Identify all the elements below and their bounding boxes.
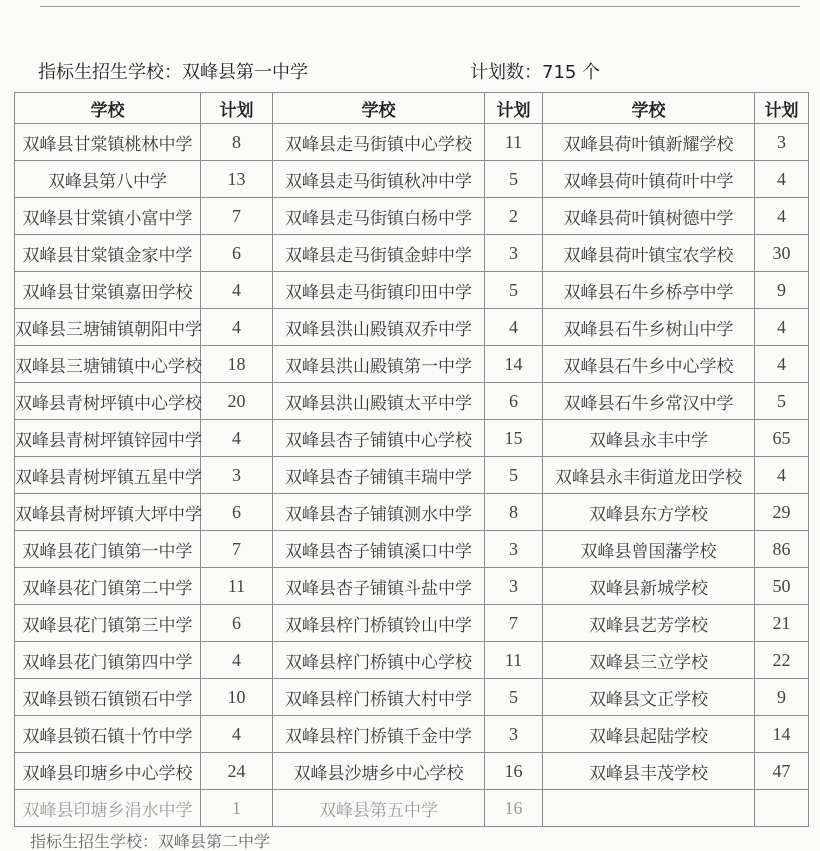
- col-header-plan: 计划: [201, 93, 273, 124]
- school-cell: 双峰县花门镇第四中学: [15, 642, 201, 679]
- table-row: [15, 790, 809, 827]
- plan-cell: 4: [755, 161, 809, 198]
- school-cell: 双峰县梓门桥镇大村中学: [273, 679, 485, 716]
- plan-cell: 1: [201, 790, 273, 827]
- plan-cell: 4: [755, 457, 809, 494]
- school-cell: 双峰县印塘乡中心学校: [15, 753, 201, 790]
- school-cell: 双峰县花门镇第二中学: [15, 568, 201, 605]
- plan-cell: 3: [201, 457, 273, 494]
- table-row: [15, 605, 809, 642]
- plan-cell: 7: [485, 605, 543, 642]
- plan-cell: 16: [485, 753, 543, 790]
- school-cell: 双峰县杏子铺镇溪口中学: [273, 531, 485, 568]
- plan-cell: 24: [201, 753, 273, 790]
- school-cell: 双峰县石牛乡树山中学: [543, 309, 755, 346]
- footer-partial-text: 指标生招生学校：双峰县第二中学: [30, 832, 271, 851]
- col-header-school: 学校: [15, 93, 201, 124]
- header-row: [15, 93, 809, 124]
- school-cell: 双峰县永丰中学: [543, 420, 755, 457]
- plan-cell: 4: [201, 309, 273, 346]
- school-cell: 双峰县文正学校: [543, 679, 755, 716]
- school-cell: 双峰县青树坪镇锌园中学: [15, 420, 201, 457]
- table-row: [15, 309, 809, 346]
- col-header-school: 学校: [273, 93, 485, 124]
- school-cell: 双峰县花门镇第一中学: [15, 531, 201, 568]
- school-cell: 双峰县印塘乡涓水中学: [15, 790, 201, 827]
- school-cell: 双峰县走马街镇中心学校: [273, 124, 485, 161]
- school-cell: 双峰县青树坪镇中心学校: [15, 383, 201, 420]
- plan-cell: 14: [755, 716, 809, 753]
- school-cell: 双峰县甘棠镇小富中学: [15, 198, 201, 235]
- table-row: [15, 235, 809, 272]
- school-cell: 双峰县走马街镇印田中学: [273, 272, 485, 309]
- table-body: [15, 124, 809, 827]
- table-row: [15, 457, 809, 494]
- school-cell: 双峰县东方学校: [543, 494, 755, 531]
- school-cell: 双峰县洪山殿镇第一中学: [273, 346, 485, 383]
- school-cell: [543, 790, 755, 827]
- school-cell: 双峰县起陆学校: [543, 716, 755, 753]
- plan-cell: 4: [201, 642, 273, 679]
- plan-cell: 4: [755, 309, 809, 346]
- school-cell: 双峰县青树坪镇五星中学: [15, 457, 201, 494]
- school-cell: 双峰县杏子铺镇测水中学: [273, 494, 485, 531]
- host-school-label: 指标生招生学校：双峰县第一中学: [38, 62, 308, 83]
- school-cell: 双峰县梓门桥镇铃山中学: [273, 605, 485, 642]
- plan-cell: 5: [485, 272, 543, 309]
- plan-cell: 11: [485, 642, 543, 679]
- plan-cell: 30: [755, 235, 809, 272]
- school-cell: 双峰县走马街镇白杨中学: [273, 198, 485, 235]
- school-cell: 双峰县甘棠镇金家中学: [15, 235, 201, 272]
- school-cell: 双峰县走马街镇金蚌中学: [273, 235, 485, 272]
- plan-cell: 6: [485, 383, 543, 420]
- plan-cell: 9: [755, 679, 809, 716]
- plan-cell: 7: [201, 198, 273, 235]
- quota-table: [14, 92, 809, 827]
- plan-cell: 18: [201, 346, 273, 383]
- plan-cell: 29: [755, 494, 809, 531]
- table-row: [15, 124, 809, 161]
- plan-cell: 47: [755, 753, 809, 790]
- plan-cell: 8: [485, 494, 543, 531]
- plan-cell: 14: [485, 346, 543, 383]
- plan-cell: 4: [755, 346, 809, 383]
- plan-cell: 50: [755, 568, 809, 605]
- plan-cell: 3: [485, 716, 543, 753]
- plan-cell: 5: [485, 457, 543, 494]
- school-cell: 双峰县新城学校: [543, 568, 755, 605]
- plan-cell: 4: [201, 716, 273, 753]
- plan-cell: 86: [755, 531, 809, 568]
- plan-cell: 7: [201, 531, 273, 568]
- plan-cell: 6: [201, 605, 273, 642]
- table-header-line: [38, 58, 798, 86]
- plan-cell: 4: [485, 309, 543, 346]
- school-cell: 双峰县荷叶镇树德中学: [543, 198, 755, 235]
- school-cell: 双峰县梓门桥镇中心学校: [273, 642, 485, 679]
- school-cell: 双峰县花门镇第三中学: [15, 605, 201, 642]
- school-cell: 双峰县梓门桥镇千金中学: [273, 716, 485, 753]
- school-cell: 双峰县第五中学: [273, 790, 485, 827]
- school-cell: 双峰县丰茂学校: [543, 753, 755, 790]
- plan-cell: 3: [755, 124, 809, 161]
- school-cell: 双峰县石牛乡常汉中学: [543, 383, 755, 420]
- school-cell: 双峰县沙塘乡中心学校: [273, 753, 485, 790]
- school-cell: 双峰县杏子铺镇丰瑞中学: [273, 457, 485, 494]
- school-cell: 双峰县锁石镇锁石中学: [15, 679, 201, 716]
- school-cell: 双峰县甘棠镇嘉田学校: [15, 272, 201, 309]
- table-row: [15, 679, 809, 716]
- plan-cell: 11: [485, 124, 543, 161]
- plan-cell: 65: [755, 420, 809, 457]
- school-cell: 双峰县洪山殿镇双乔中学: [273, 309, 485, 346]
- school-cell: 双峰县荷叶镇荷叶中学: [543, 161, 755, 198]
- col-header-school: 学校: [543, 93, 755, 124]
- plan-cell: 22: [755, 642, 809, 679]
- table-row: [15, 568, 809, 605]
- plan-count-label: 计划数：715 个: [470, 62, 601, 83]
- school-cell: 双峰县荷叶镇新耀学校: [543, 124, 755, 161]
- school-cell: 双峰县锁石镇十竹中学: [15, 716, 201, 753]
- plan-cell: 16: [485, 790, 543, 827]
- plan-cell: 10: [201, 679, 273, 716]
- school-cell: 双峰县三塘铺镇中心学校: [15, 346, 201, 383]
- plan-cell: 15: [485, 420, 543, 457]
- school-cell: 双峰县荷叶镇宝农学校: [543, 235, 755, 272]
- plan-cell: 3: [485, 531, 543, 568]
- table-row: [15, 161, 809, 198]
- school-cell: 双峰县杏子铺镇中心学校: [273, 420, 485, 457]
- school-cell: 双峰县石牛乡中心学校: [543, 346, 755, 383]
- plan-cell: 6: [201, 494, 273, 531]
- plan-cell: [755, 790, 809, 827]
- school-cell: 双峰县石牛乡桥亭中学: [543, 272, 755, 309]
- plan-cell: 5: [755, 383, 809, 420]
- plan-cell: 21: [755, 605, 809, 642]
- table-row: [15, 272, 809, 309]
- plan-cell: 4: [755, 198, 809, 235]
- school-cell: 双峰县三立学校: [543, 642, 755, 679]
- top-rule: [40, 6, 800, 7]
- school-cell: 双峰县三塘铺镇朝阳中学: [15, 309, 201, 346]
- school-cell: 双峰县艺芳学校: [543, 605, 755, 642]
- plan-cell: 13: [201, 161, 273, 198]
- table-row: [15, 420, 809, 457]
- plan-cell: 3: [485, 235, 543, 272]
- school-cell: 双峰县甘棠镇桃林中学: [15, 124, 201, 161]
- school-cell: 双峰县青树坪镇大坪中学: [15, 494, 201, 531]
- plan-cell: 3: [485, 568, 543, 605]
- plan-cell: 9: [755, 272, 809, 309]
- table-row: [15, 642, 809, 679]
- plan-cell: 20: [201, 383, 273, 420]
- school-cell: 双峰县走马街镇秋冲中学: [273, 161, 485, 198]
- table-row: [15, 346, 809, 383]
- table-row: [15, 531, 809, 568]
- col-header-plan: 计划: [485, 93, 543, 124]
- plan-cell: 5: [485, 161, 543, 198]
- table-row: [15, 716, 809, 753]
- plan-cell: 11: [201, 568, 273, 605]
- plan-cell: 6: [201, 235, 273, 272]
- school-cell: 双峰县曾国藩学校: [543, 531, 755, 568]
- plan-cell: 4: [201, 420, 273, 457]
- school-cell: 双峰县永丰街道龙田学校: [543, 457, 755, 494]
- table-row: [15, 494, 809, 531]
- school-cell: 双峰县洪山殿镇太平中学: [273, 383, 485, 420]
- plan-cell: 8: [201, 124, 273, 161]
- table-row: [15, 198, 809, 235]
- plan-cell: 5: [485, 679, 543, 716]
- plan-cell: 2: [485, 198, 543, 235]
- col-header-plan: 计划: [755, 93, 809, 124]
- plan-cell: 4: [201, 272, 273, 309]
- school-cell: 双峰县第八中学: [15, 161, 201, 198]
- table-row: [15, 753, 809, 790]
- table-row: [15, 383, 809, 420]
- school-cell: 双峰县杏子铺镇斗盐中学: [273, 568, 485, 605]
